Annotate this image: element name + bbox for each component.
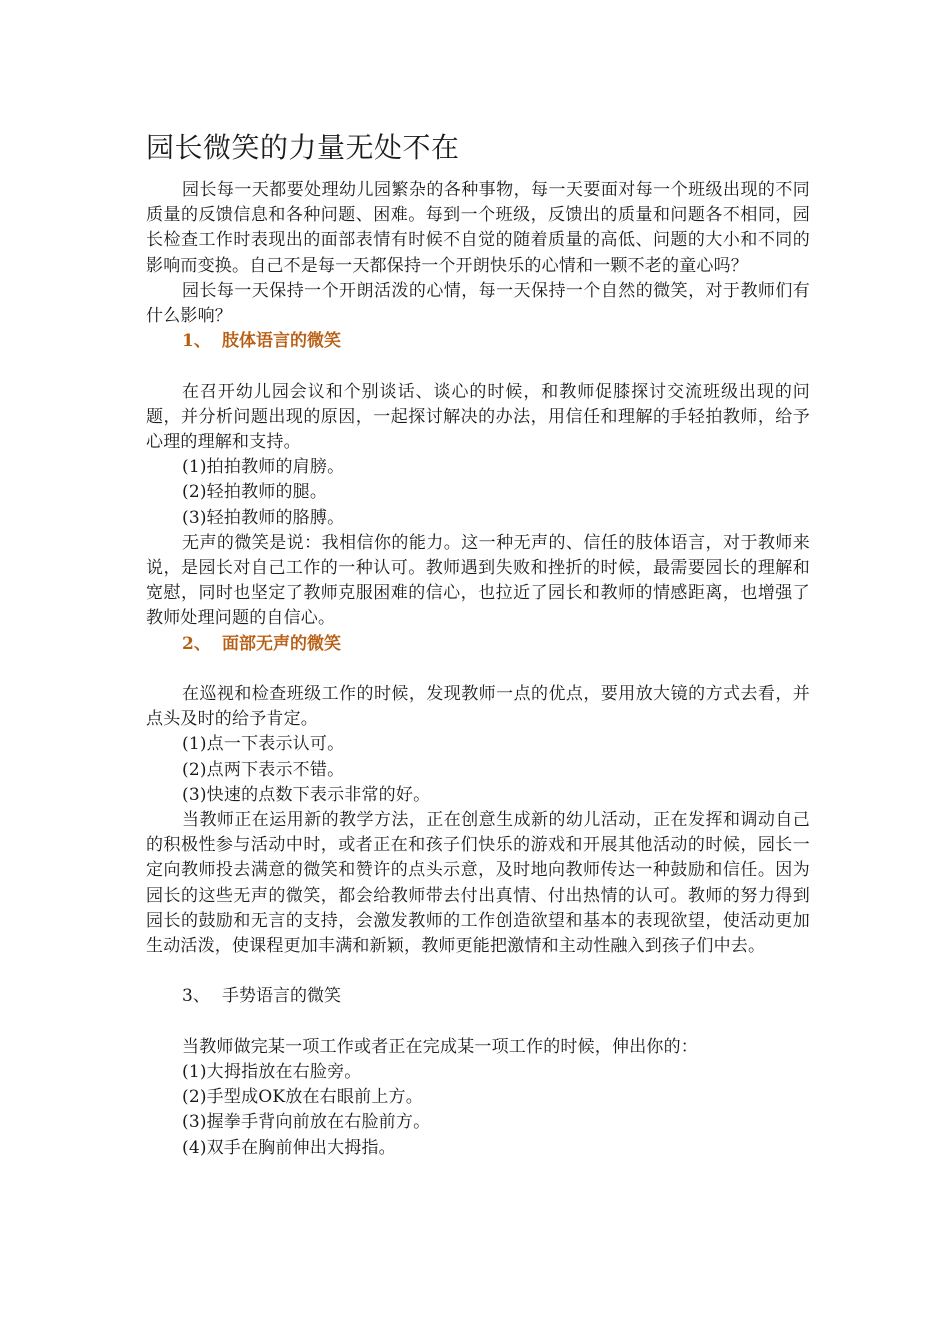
section-closing: 无声的微笑是说：我相信你的能力。这一种无声的、信任的肢体语言，对于教师来说，是园长对自己工作的一种认可。教师遇到失败和挫折的时候，最需要园长的理解和宽慰，同时也坚定了教师克服困难的信心，也拉近了园长和教师的情感距离，也增强了教师处理问题的自信心。 bbox=[146, 532, 810, 629]
section-heading bbox=[146, 329, 810, 354]
section-closing: 当教师正在运用新的教学方法，正在创意生成新的幼儿活动，正在发挥和调动自己的积极性参与活动中时，或者正在和孩子们快乐的游戏和开展其他活动的时候，园长一定向教师投去满意的微笑和赞许的点头示意，及时地向教师传达一种鼓励和信任。因为园长的这些无声的微笑，都会给教师带去付出真情、付出热情的认可。教师的努力得到园长的鼓励和无言的支持，会激发教师的工作创造欲望和基本的表现欲望，使活动更加生动活泼，使课程更加丰满和新颖，教师更能把激情和主动性融入到孩子们中去。 bbox=[146, 810, 810, 957]
list-item: (3)握拳手背向前放在右脸前方。 bbox=[182, 1112, 431, 1133]
blank-line bbox=[146, 959, 810, 984]
section-heading bbox=[146, 632, 810, 657]
list-item: (2)点两下表示不错。 bbox=[182, 759, 345, 780]
intro-paragraph: 园长每一天保持一个开朗活泼的心情，每一天保持一个自然的微笑，对于教师们有什么影响？ bbox=[146, 280, 810, 327]
list-item: (1)大拇指放在右脸旁。 bbox=[182, 1062, 362, 1083]
section-number: 1、 bbox=[182, 331, 211, 352]
section-title: 肢体语言的微笑 bbox=[222, 331, 341, 352]
section-title: 手势语言的微笑 bbox=[222, 986, 341, 1007]
section-heading bbox=[146, 984, 810, 1009]
section-number: 2、 bbox=[182, 633, 211, 654]
section-lead: 当教师做完某一项工作或者正在完成某一项工作的时候，伸出你的： bbox=[182, 1036, 698, 1057]
list-item: (1)拍拍教师的肩膀。 bbox=[182, 457, 345, 478]
document-title: 园长微笑的力量无处不在 bbox=[146, 131, 460, 164]
list-item: (1)点一下表示认可。 bbox=[182, 734, 345, 755]
section-title: 面部无声的微笑 bbox=[222, 633, 341, 654]
list-item: (2)手型成OK放在右眼前上方。 bbox=[182, 1087, 423, 1108]
blank-line bbox=[146, 1010, 810, 1035]
blank-line bbox=[146, 657, 810, 682]
list-item: (2)轻拍教师的腿。 bbox=[182, 482, 328, 503]
blank-line bbox=[146, 354, 810, 379]
section-number: 3、 bbox=[182, 986, 210, 1007]
list-item: (3)快速的点数下表示非常的好。 bbox=[182, 784, 431, 805]
section-lead: 在巡视和检查班级工作的时候，发现教师一点的优点，要用放大镜的方式去看，并点头及时的给予肯定。 bbox=[146, 684, 810, 730]
list-item: (3)轻拍教师的胳膊。 bbox=[182, 507, 345, 528]
document-page bbox=[146, 128, 810, 1161]
list-item: (4)双手在胸前伸出大拇指。 bbox=[182, 1137, 396, 1158]
section-lead: 在召开幼儿园会议和个别谈话、谈心的时候，和教师促膝探讨交流班级出现的问题，并分析问题出现的原因，一起探讨解决的办法，用信任和理解的手轻拍教师，给予心理的理解和支持。 bbox=[146, 381, 810, 453]
intro-paragraph: 园长每一天都要处理幼儿园繁杂的各种事物，每一天要面对每一个班级出现的不同质量的反馈信息和各种问题、困难。每到一个班级，反馈出的质量和问题各不相同，园长检查工作时表现出的面部表情有时候不自觉的随着质量的高低、问题的大小和不同的影响而变换。自己不是每一天都保持一个开朗快乐的心情和一颗不老的童心吗？ bbox=[146, 180, 810, 276]
